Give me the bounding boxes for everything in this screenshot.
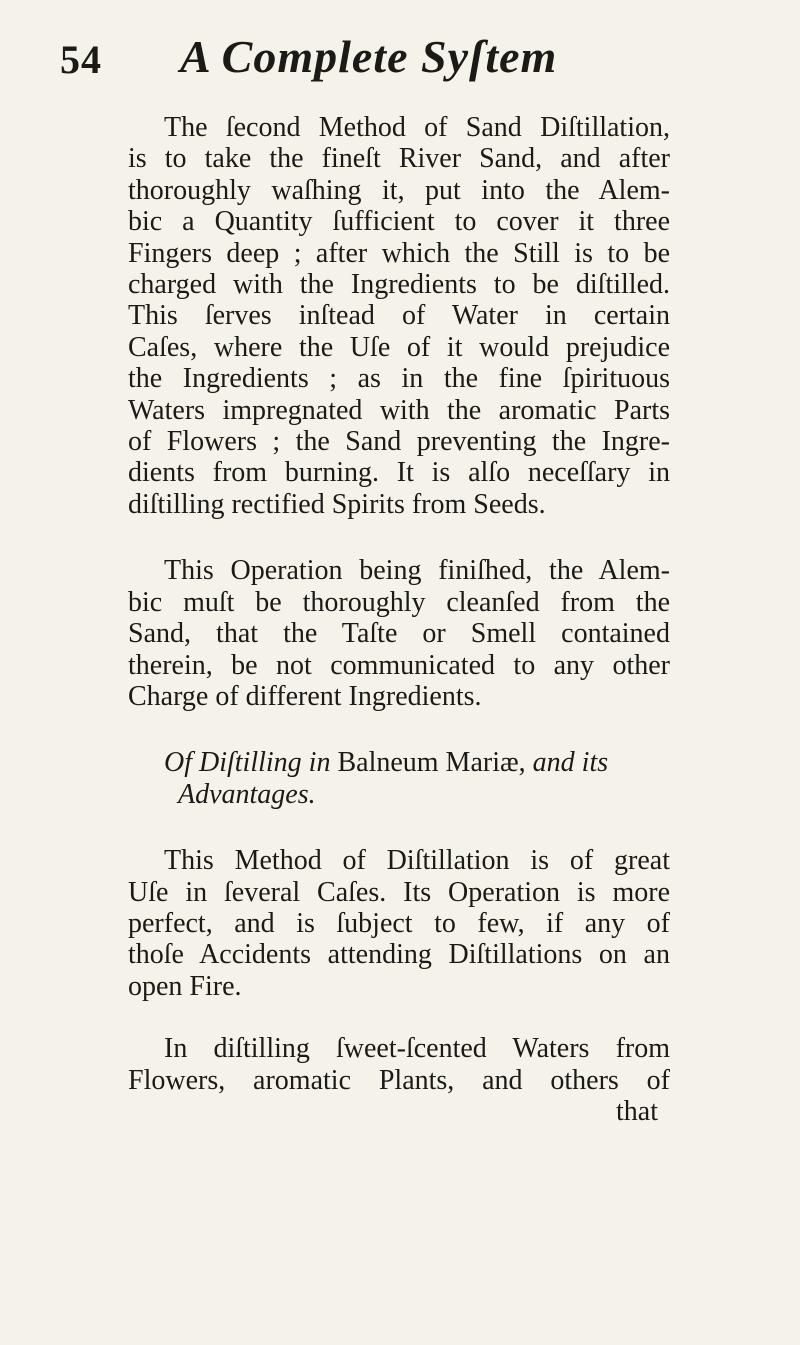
text-line: bic muſt be thoroughly cleanſed from the <box>128 586 670 618</box>
text-line: perfect, and is ſubject to few, if any of <box>128 907 670 939</box>
text-line: This ſerves inſtead of Water in certain <box>128 300 670 332</box>
text-line: Waters impregnated with the aromatic Parts <box>128 394 670 426</box>
text-line: thoroughly waſhing it, put into the Alem- <box>128 174 670 206</box>
text-line: therein, be not communicated to any other <box>128 649 670 681</box>
heading-part: and its <box>532 747 609 779</box>
text-line: bic a Quantity ſufficient to cover it three <box>128 206 670 238</box>
text-line: the Ingredients ; as in the fine ſpirituous <box>128 363 670 395</box>
text-line: Flowers, aromatic Plants, and others of <box>128 1064 670 1096</box>
heading-part: Of Diſtilling in <box>164 747 331 779</box>
text-line: Fingers deep ; after which the Still is to be <box>128 237 670 269</box>
paragraph-spacer <box>128 520 670 555</box>
body-text <box>128 112 670 1127</box>
paragraph-spacer <box>128 1002 670 1033</box>
page-number: 54 <box>60 37 102 82</box>
text-line: diſtilling rectified Spirits from Seeds. <box>128 488 546 520</box>
text-line: In diſtilling ſweet-ſcented Waters from <box>164 1033 670 1065</box>
text-line: Uſe in ſeveral Caſes. Its Operation is more <box>128 876 670 908</box>
paragraph-4 <box>128 1033 670 1127</box>
text-line: of Flowers ; the Sand preventing the Ingre- <box>128 426 670 458</box>
running-head <box>60 26 700 86</box>
text-line: open Fire. <box>128 970 242 1002</box>
paragraph-spacer <box>128 712 670 747</box>
catchword: that <box>616 1095 658 1127</box>
text-line: Charge of different Ingredients. <box>128 680 482 712</box>
text-line: This Operation being finiſhed, the Alem- <box>164 555 670 587</box>
section-heading <box>128 747 670 810</box>
text-line: Sand, that the Taſte or Smell contained <box>128 618 670 650</box>
running-title: A Complete Syſtem <box>180 31 558 82</box>
heading-line <box>128 747 670 778</box>
text-line: dients from burning. It is alſo neceſſary in <box>128 457 670 489</box>
heading-line: Advantages. <box>178 778 316 810</box>
text-line: is to take the fineſt River Sand, and after <box>128 143 670 175</box>
text-line: charged with the Ingredients to be diſtilled. <box>128 269 670 301</box>
text-line: The ſecond Method of Sand Diſtillation, <box>164 112 670 143</box>
paragraph-spacer <box>128 810 670 845</box>
text-line: thoſe Accidents attending Diſtillations on an <box>128 939 670 971</box>
paragraph-3 <box>128 845 670 1002</box>
text-line: This Method of Diſtillation is of great <box>164 845 670 877</box>
paragraph-1 <box>128 112 670 520</box>
text-line: Caſes, where the Uſe of it would prejudice <box>128 331 670 363</box>
heading-part: Balneum Mariæ, <box>330 747 533 779</box>
paragraph-2 <box>128 555 670 712</box>
